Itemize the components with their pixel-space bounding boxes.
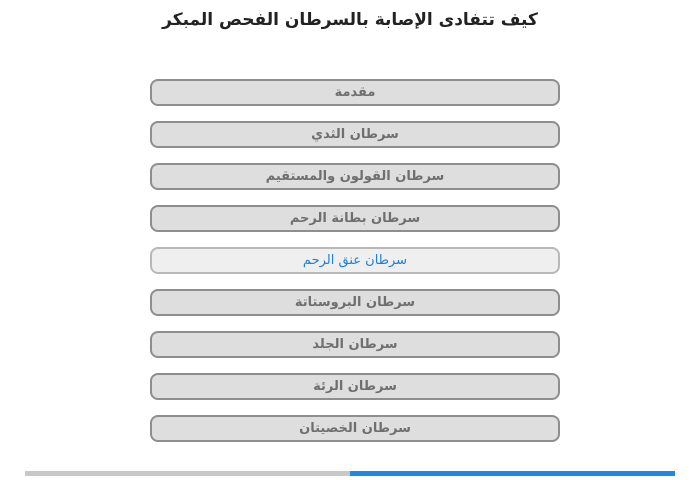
menu-item-endometrial-cancer[interactable]: سرطان بطانة الرحم bbox=[150, 205, 560, 232]
menu-item-cervical-cancer[interactable]: سرطان عنق الرحم bbox=[150, 247, 560, 274]
menu-item-breast-cancer[interactable]: سرطان الثدي bbox=[150, 121, 560, 148]
topic-menu bbox=[150, 79, 560, 457]
menu-item-colorectal-cancer[interactable]: سرطان القولون والمستقيم bbox=[150, 163, 560, 190]
menu-item-skin-cancer[interactable]: سرطان الجلد bbox=[150, 331, 560, 358]
menu-item-prostate-cancer[interactable]: سرطان البروستاتة bbox=[150, 289, 560, 316]
progress-bar bbox=[25, 471, 675, 476]
menu-item-introduction[interactable]: مقدمة bbox=[150, 79, 560, 106]
menu-item-testicular-cancer[interactable]: سرطان الخصيتان bbox=[150, 415, 560, 442]
page-title: كيف تتفادى الإصابة بالسرطان الفحص المبكر bbox=[162, 10, 538, 30]
menu-item-lung-cancer[interactable]: سرطان الرئة bbox=[150, 373, 560, 400]
progress-bar-fill bbox=[350, 471, 675, 476]
